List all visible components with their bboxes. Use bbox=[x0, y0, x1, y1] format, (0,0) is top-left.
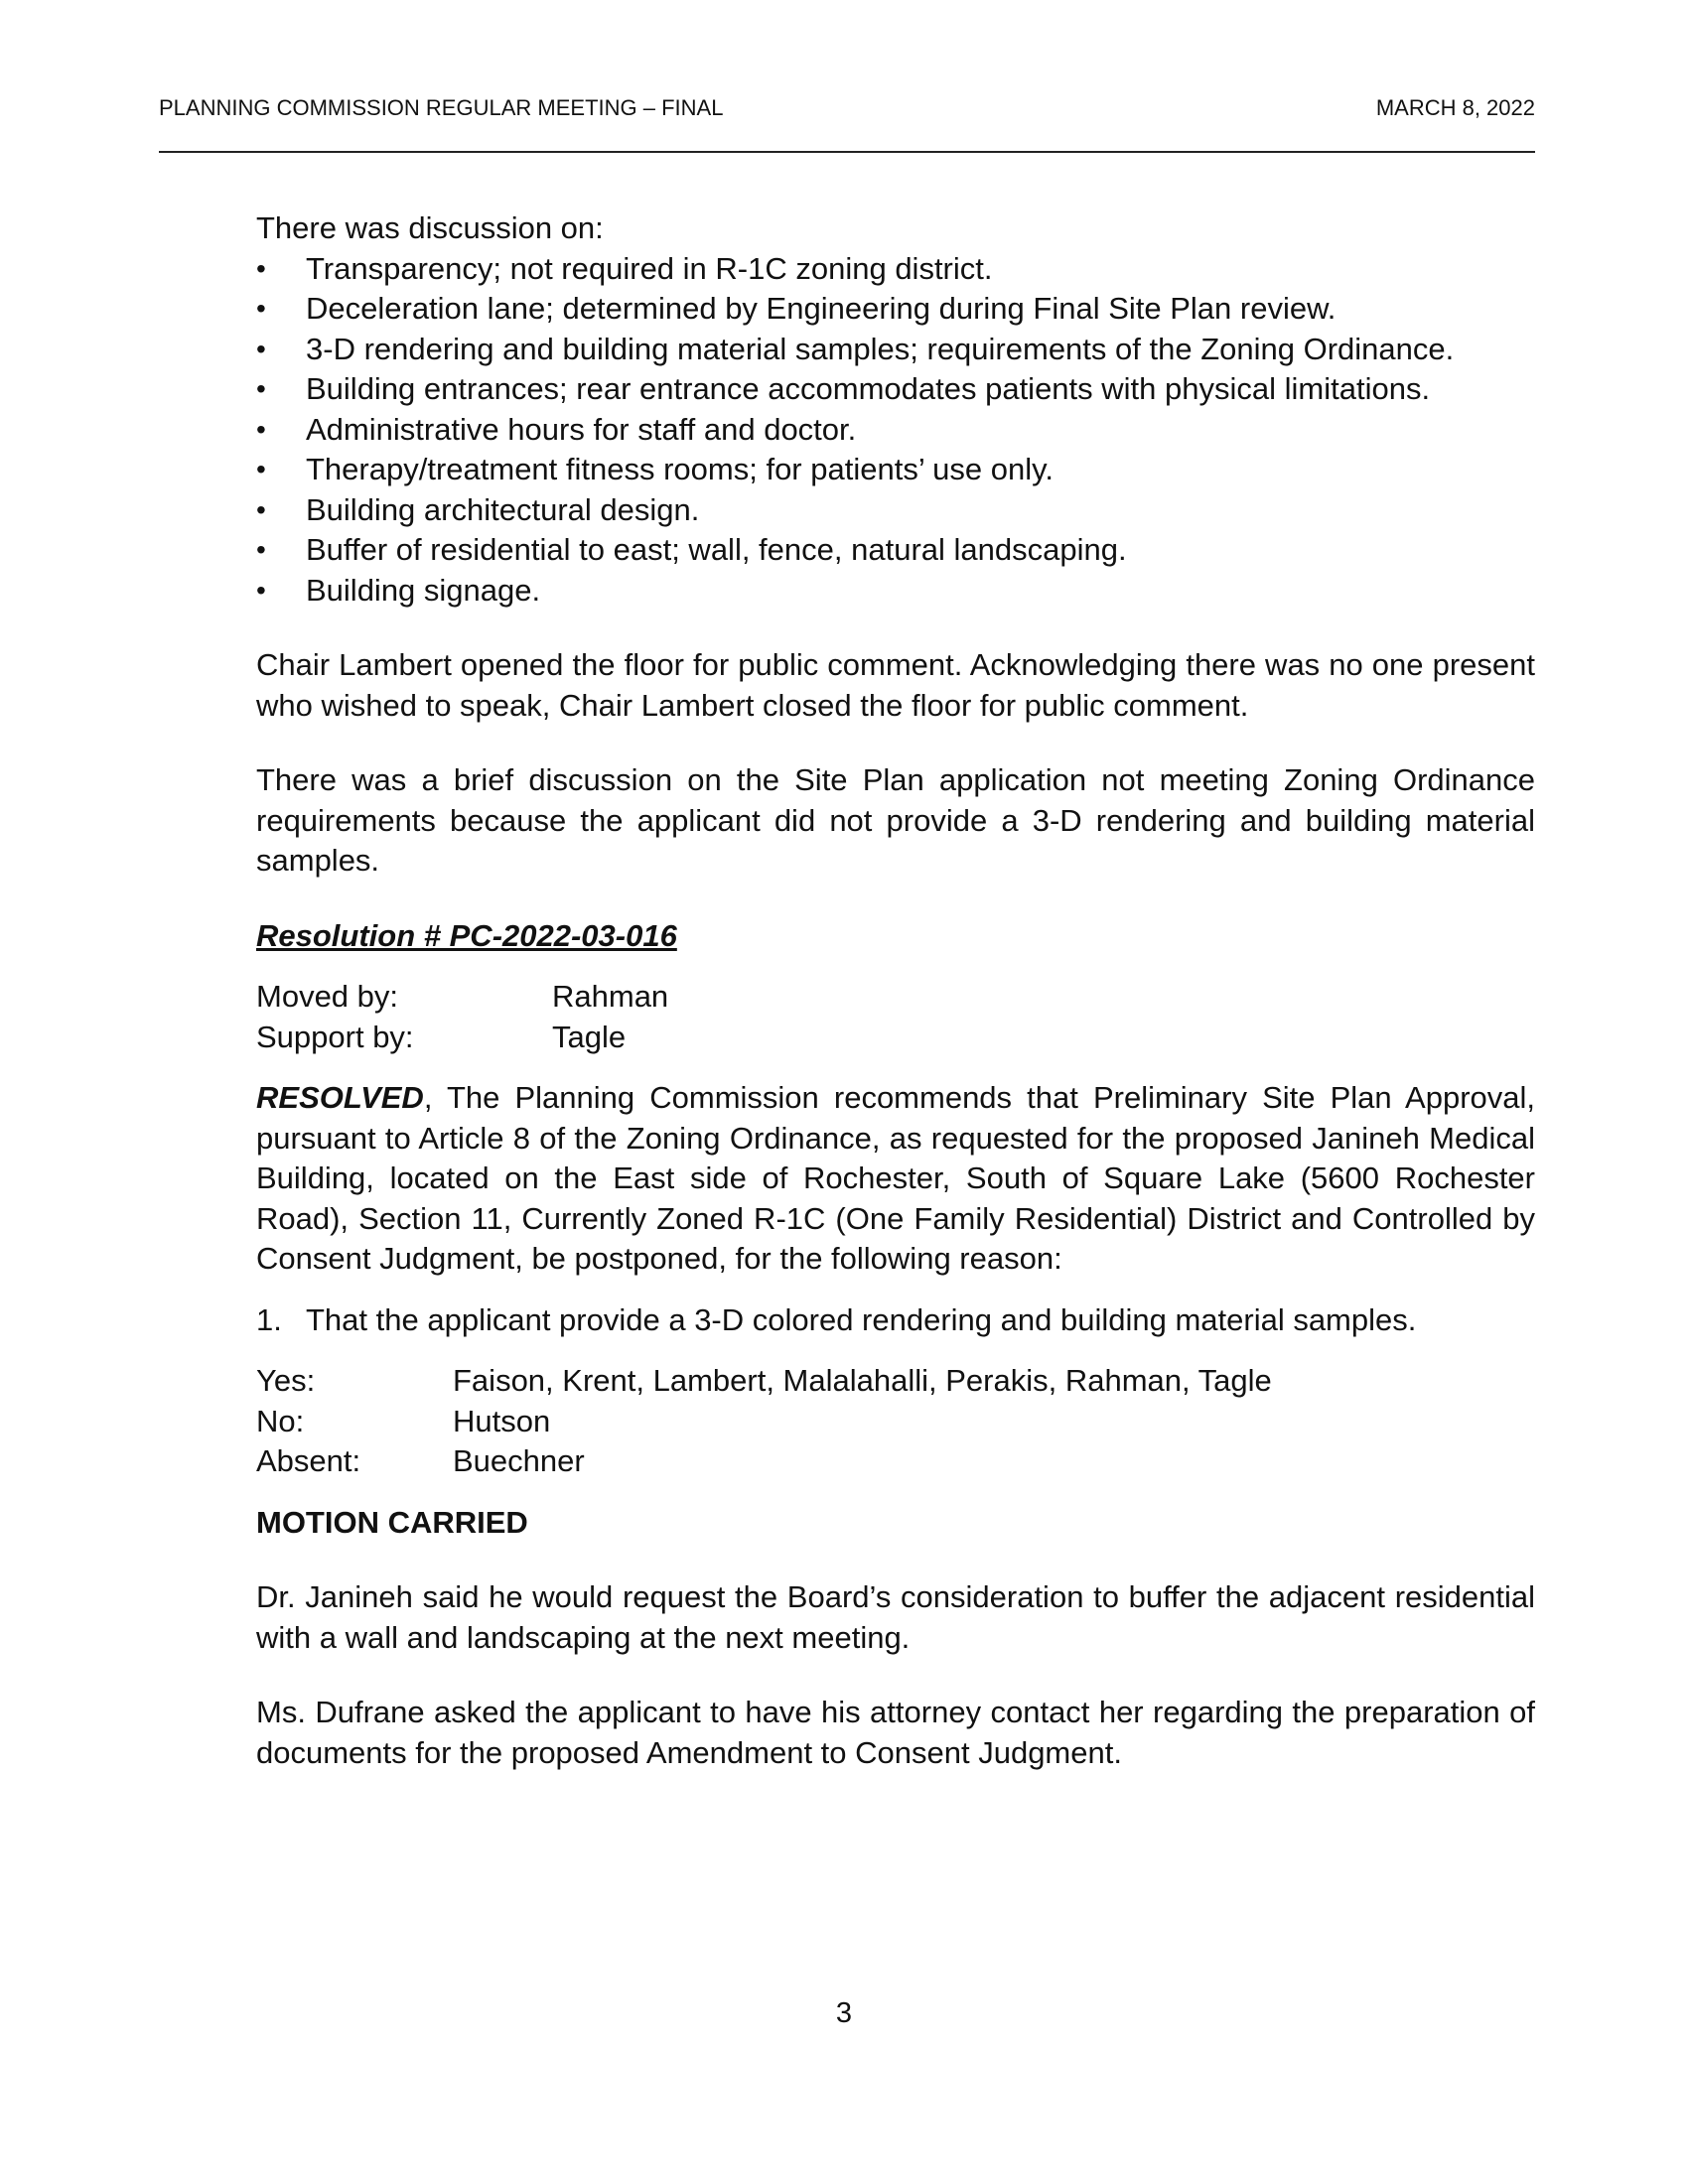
page-header bbox=[159, 95, 1535, 153]
discussion-item: • Building architectural design. bbox=[256, 490, 1535, 531]
reason-text: That the applicant provide a 3-D colored rendering and building material samples. bbox=[306, 1301, 1417, 1337]
moved-by-value: Rahman bbox=[552, 979, 669, 1014]
vote-absent-row bbox=[256, 1441, 1535, 1482]
moved-by-row bbox=[256, 977, 1535, 1018]
motion-movers bbox=[256, 977, 1535, 1057]
discussion-item: • Administrative hours for staff and doctor. bbox=[256, 410, 1535, 451]
vote-yes-value: Faison, Krent, Lambert, Malalahalli, Perakis, Rahman, Tagle bbox=[453, 1363, 1272, 1398]
resolution-title: Resolution # PC-2022-03-016 bbox=[256, 917, 677, 953]
support-by-label: Support by: bbox=[256, 1019, 414, 1054]
motion-outcome: MOTION CARRIED bbox=[256, 1504, 528, 1540]
discussion-list bbox=[256, 249, 1535, 612]
document-body bbox=[256, 208, 1535, 1773]
discussion-item: • Therapy/treatment fitness rooms; for patients’ use only. bbox=[256, 450, 1535, 490]
page-number: 3 bbox=[835, 1997, 853, 2029]
janineh-statement: Dr. Janineh said he would request the Board’s consideration to buffer the adjacent residential with a wall and landscaping at the next meeting. bbox=[256, 1579, 1535, 1655]
resolution-heading bbox=[256, 916, 1535, 957]
reason-number: 1. bbox=[256, 1301, 282, 1337]
brief-discussion-paragraph: There was a brief discussion on the Site Plan application not meeting Zoning Ordinance requirements because the applicant did not provide a 3-D rendering and building material samples. bbox=[256, 762, 1535, 878]
discussion-intro: There was discussion on: bbox=[256, 210, 604, 245]
support-by-value: Tagle bbox=[552, 1019, 627, 1054]
discussion-item: • 3-D rendering and building material samples; requirements of the Zoning Ordinance. bbox=[256, 330, 1535, 370]
dufrane-statement: Ms. Dufrane asked the applicant to have his attorney contact her regarding the preparation of documents for the proposed Amendment to Consent Judgment. bbox=[256, 1695, 1535, 1770]
discussion-item: • Deceleration lane; determined by Engineering during Final Site Plan review. bbox=[256, 289, 1535, 330]
vote-no-label: No: bbox=[256, 1403, 305, 1438]
resolved-text: , The Planning Commission recommends that Preliminary Site Plan Approval, pursuant to Article 8 of the Zoning Ordinance, as requested for the proposed Janineh Medical Building, located on the East side of Rochester, South of Square Lake (5600 Rochester Road), Section 11, Currently Zoned R-1C (One Family Residential) District and Controlled by Consent Judgment, be postponed, for the following reason: bbox=[256, 1080, 1535, 1276]
vote-no-row bbox=[256, 1402, 1535, 1442]
resolved-paragraph bbox=[256, 1078, 1535, 1280]
discussion-item: • Buffer of residential to east; wall, fence, natural landscaping. bbox=[256, 530, 1535, 571]
reason-item bbox=[256, 1300, 1535, 1341]
discussion-item: • Building signage. bbox=[256, 571, 1535, 612]
vote-absent-value: Buechner bbox=[453, 1443, 585, 1478]
support-by-row bbox=[256, 1018, 1535, 1058]
vote-yes-row bbox=[256, 1361, 1535, 1402]
discussion-item: • Transparency; not required in R-1C zoning district. bbox=[256, 249, 1535, 290]
vote-yes-label: Yes: bbox=[256, 1363, 316, 1398]
discussion-item: • Building entrances; rear entrance accommodates patients with physical limitations. bbox=[256, 369, 1535, 410]
header-title: PLANNING COMMISSION REGULAR MEETING – FINAL bbox=[159, 95, 724, 120]
vote-no-value: Hutson bbox=[453, 1403, 551, 1438]
vote-tally bbox=[256, 1361, 1535, 1482]
public-comment-paragraph: Chair Lambert opened the floor for public comment. Acknowledging there was no one present who wished to speak, Chair Lambert closed the floor for public comment. bbox=[256, 647, 1535, 723]
vote-absent-label: Absent: bbox=[256, 1443, 361, 1478]
moved-by-label: Moved by: bbox=[256, 979, 399, 1014]
resolved-keyword: RESOLVED bbox=[256, 1080, 424, 1115]
header-date: MARCH 8, 2022 bbox=[1375, 95, 1535, 120]
